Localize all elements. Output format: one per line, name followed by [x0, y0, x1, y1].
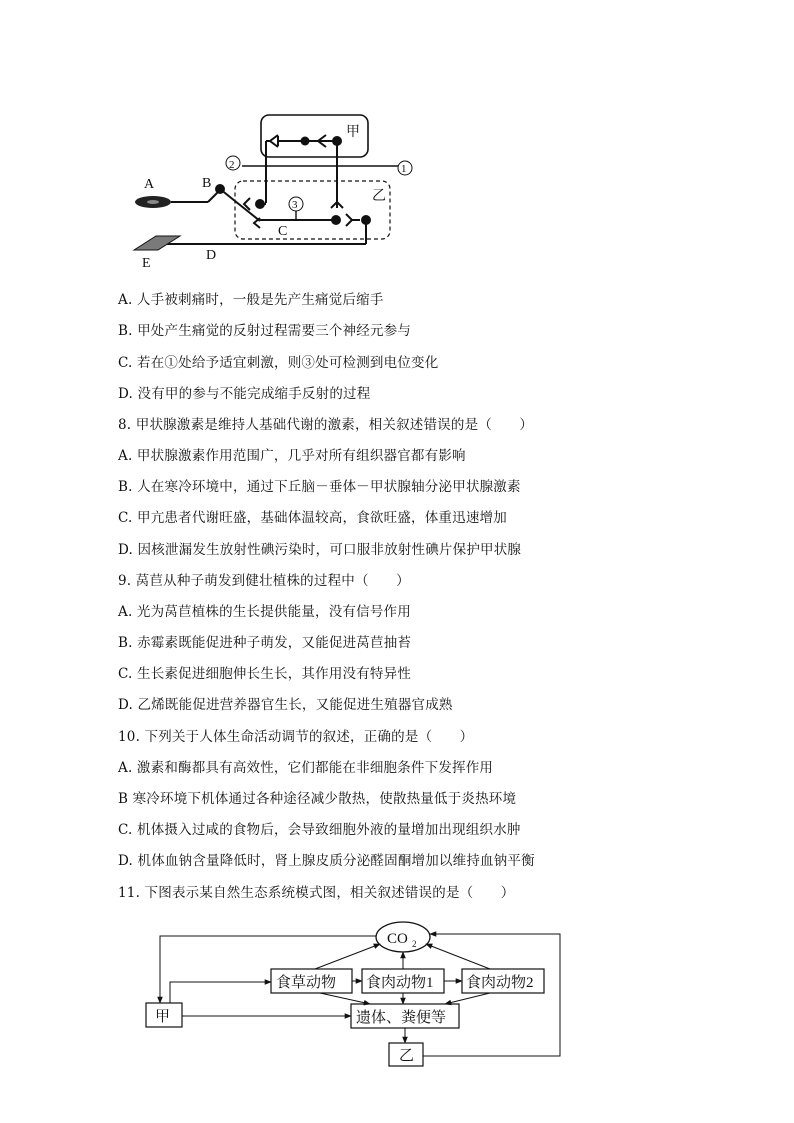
q8-stem: 8. 甲状腺激素是维持人基础代谢的激素，相关叙述错误的是（ ） — [118, 417, 534, 433]
q9-stem: 9. 莴苣从种子萌发到健壮植株的过程中（ ） — [118, 573, 410, 589]
co2-subscript: 2 — [412, 939, 417, 949]
q11-stem: 11. 下图表示某自然生态系统模式图，相关叙述错误的是（ ） — [118, 885, 515, 901]
q7-option-a: A. 人手被刺痛时，一般是先产生痛觉后缩手 — [118, 292, 384, 308]
label-yi: 乙 — [372, 189, 386, 204]
q10-option-d: D. 机体血钠含量降低时，肾上腺皮质分泌醛固酮增加以维持血钠平衡 — [118, 853, 535, 869]
marker-3: 3 — [292, 199, 298, 211]
producer-jia-label: 甲 — [155, 1009, 171, 1025]
herbivore-label: 食草动物 — [276, 975, 337, 991]
q10-option-c: C. 机体摄入过咸的食物后，会导致细胞外液的量增加出现组织水肿 — [118, 822, 521, 838]
marker-2: 2 — [229, 159, 235, 171]
q7-option-c: C. 若在①处给予适宜刺激，则③处可检测到电位变化 — [118, 355, 439, 371]
q9-option-d: D. 乙烯既能促进营养器官生长，又能促进生殖器官成熟 — [118, 697, 453, 713]
co2-label: CO — [387, 931, 408, 947]
q8-option-c: C. 甲亢患者代谢旺盛，基础体温较高，食欲旺盛，体重迅速增加 — [118, 510, 507, 526]
q10-stem: 10. 下列关于人体生命活动调节的叙述，正确的是（ ） — [118, 729, 474, 745]
label-D: D — [206, 248, 217, 263]
remains-label: 遗体、粪便等 — [356, 1010, 447, 1026]
q9-option-c: C. 生长素促进细胞伸长生长，其作用没有特异性 — [118, 666, 412, 682]
reflex-arc-diagram — [120, 108, 420, 273]
label-jia: 甲 — [346, 125, 360, 140]
label-E: E — [142, 256, 151, 271]
q10-option-a: A. 激素和酶都具有高效性，它们都能在非细胞条件下发挥作用 — [118, 760, 494, 776]
label-C: C — [278, 224, 288, 239]
label-A: A — [144, 177, 155, 192]
marker-1: 1 — [401, 163, 407, 175]
carnivore2-label: 食肉动物2 — [466, 975, 534, 991]
q7-option-b: B. 甲处产生痛觉的反射过程需要三个神经元参与 — [118, 323, 412, 339]
ecosystem-diagram — [140, 918, 570, 1070]
q8-option-b: B. 人在寒冷环境中，通过下丘脑－垂体－甲状腺轴分泌甲状腺激素 — [118, 479, 521, 495]
label-B: B — [202, 176, 212, 191]
q9-option-a: A. 光为莴苣植株的生长提供能量，没有信号作用 — [118, 604, 411, 620]
q7-option-d: D. 没有甲的参与不能完成缩手反射的过程 — [118, 386, 371, 402]
q8-option-a: A. 甲状腺激素作用范围广，几乎对所有组织器官都有影响 — [118, 448, 466, 464]
q10-option-b: B 寒冷环境下机体通过各种途径减少散热，使散热量低于炎热环境 — [118, 791, 517, 807]
decomposer-yi-label: 乙 — [399, 1048, 415, 1064]
q9-option-b: B. 赤霉素既能促进种子萌发，又能促进莴苣抽苔 — [118, 635, 412, 651]
q8-option-d: D. 因核泄漏发生放射性碘污染时，可口服非放射性碘片保护甲状腺 — [118, 542, 522, 558]
carnivore1-label: 食肉动物1 — [366, 975, 434, 991]
